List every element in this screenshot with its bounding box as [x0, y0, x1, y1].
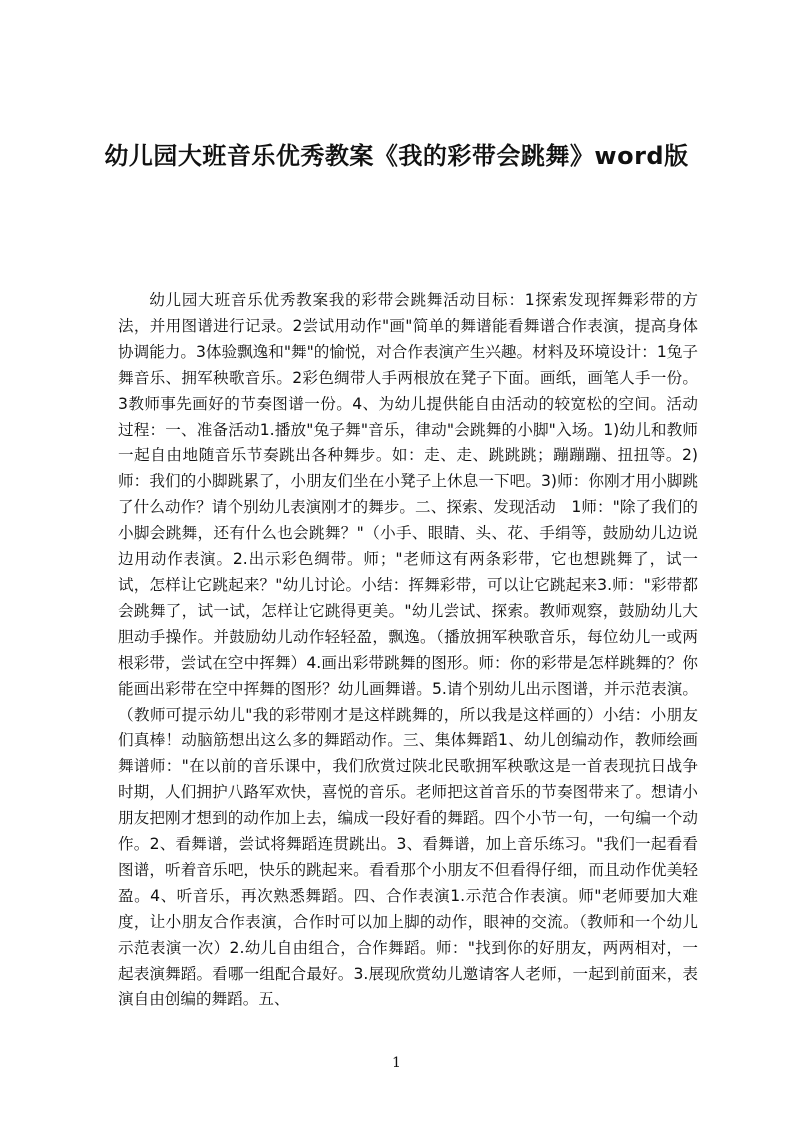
body-paragraph: 幼儿园大班音乐优秀教案我的彩带会跳舞活动目标：1探索发现挥舞彩带的方法，并用图谱进行记录。2尝试用动作"画"简单的舞谱能看舞谱合作表演，提高身体协调能力。3体验飘逸和"舞"的愉悦，对合作表演产生兴趣。材料及环境设计：1兔子舞音乐、拥军秧歌音乐。2彩色绸带人手两根放在凳子下面。画纸，画笔人手一份。3教师事先画好的节奏图谱一份。4、为幼儿提供能自由活动的较宽松的空间。活动过程：一、准备活动1.播放"兔子舞"音乐，律动"会跳舞的小脚"入场。1)幼儿和教师一起自由地随音乐节奏跳出各种舞步。如：走、走、跳跳跳；蹦蹦蹦、扭扭等。2)师：我们的小脚跳累了，小朋友们坐在小凳子上休息一下吧。3)师：你刚才用小脚跳了什么动作？请个别幼儿表演刚才的舞步。二、探索、发现活动 1师："除了我们的小脚会跳舞，还有什么也会跳舞？"（小手、眼睛、头、花、手绢等，鼓励幼儿边说边用动作表演。2.出示彩色绸带。师；"老师这有两条彩带，它也想跳舞了，试一试，怎样让它跳起来？"幼儿讨论。小结：挥舞彩带，可以让它跳起来3.师："彩带都会跳舞了，试一试，怎样让它跳得更美。"幼儿尝试、探索。教师观察，鼓励幼儿大胆动手操作。并鼓励幼儿动作轻轻盈，飘逸。（播放拥军秧歌音乐，每位幼儿一或两根彩带，尝试在空中挥舞）4.画出彩带跳舞的图形。师：你的彩带是怎样跳舞的？你能画出彩带在空中挥舞的图形？幼儿画舞谱。5.请个别幼儿出示图谱，并示范表演。（教师可提示幼儿"我的彩带刚才是这样跳舞的，所以我是这样画的）小结：小朋友们真棒！动脑筋想出这么多的舞蹈动作。三、集体舞蹈1、幼儿创编动作，教师绘画舞谱师："在以前的音乐课中，我们欣赏过陕北民歌拥军秧歌这是一首表现抗日战争时期，人们拥护八路军欢快，喜悦的音乐。老师把这首音乐的节奏图带来了。想请小朋友把刚才想到的动作加上去，编成一段好看的舞蹈。四个小节一句，一句编一个动作。2、看舞谱，尝试将舞蹈连贯跳出。3、看舞谱，加上音乐练习。"我们一起看看图谱，听着音乐吧，快乐的跳起来。看看那个小朋友不但看得仔细，而且动作优美轻盈。4、听音乐，再次熟悉舞蹈。四、合作表演1.示范合作表演。师"老师要加大难度，让小朋友合作表演，合作时可以加上脚的动作，眼神的交流。（教师和一个幼儿示范表演一次）2.幼儿自由组合，合作舞蹈。师："找到你的好朋友，两两相对，一起表演舞蹈。看哪一组配合最好。3.展现欣赏幼儿邀请客人老师，一起到前面来，表演自由创编的舞蹈。五、	[118, 291, 698, 1009]
document-title: 幼儿园大班音乐优秀教案《我的彩带会跳舞》word版	[104, 142, 689, 170]
page-number: 1	[392, 1055, 401, 1071]
